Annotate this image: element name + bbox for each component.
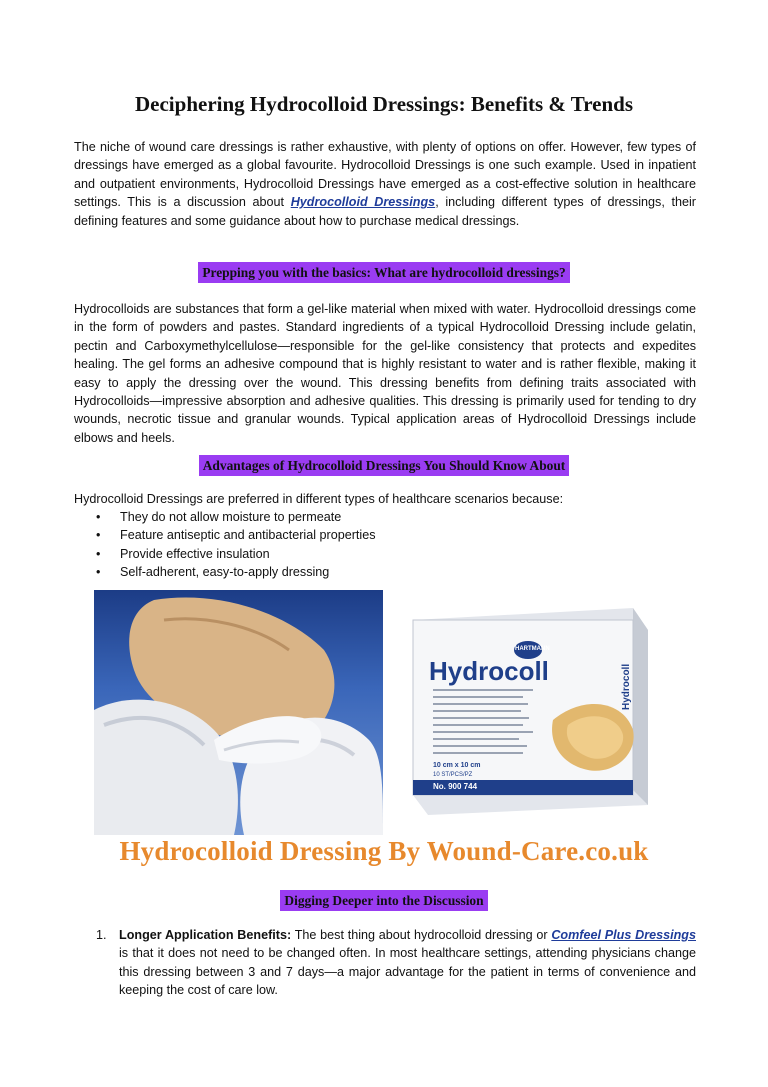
list-item: • Self-adherent, easy-to-apply dressing [74,563,376,581]
list-item: • Feature antiseptic and antibacterial properties [74,526,376,544]
section1-heading-wrap [0,262,768,283]
section1-heading: Prepping you with the basics: What are hydrocolloid dressings? [198,262,569,283]
box-count-label: 10 ST/PCS/PZ [433,772,473,778]
list-item: • They do not allow moisture to permeate [74,508,376,526]
box-product-name: Hydrocoll [429,656,549,686]
hands-illustration [94,590,383,835]
list-item-number: 1. [96,928,107,942]
comfeel-plus-dressings-link[interactable]: Comfeel Plus Dressings [551,928,696,942]
figure-caption: Hydrocolloid Dressing By Wound-Care.co.uk [119,836,649,866]
discussion-list [74,926,696,1000]
section2-intro: Hydrocolloid Dressings are preferred in different types of healthcare scenarios because: [74,492,564,506]
list-item-text-start: The best thing about hydrocolloid dressing or [291,928,552,942]
advantages-list [74,508,376,582]
page-title: Deciphering Hydrocolloid Dressings: Benefits & Trends [135,92,633,116]
list-item: • Provide effective insulation [74,545,376,563]
box-brand-label: HARTMANN [515,646,550,652]
hydrocolloid-dressings-link[interactable]: Hydrocolloid Dressings [290,195,436,210]
list-item [74,926,696,1000]
intro-paragraph [74,138,696,230]
section2-heading: Advantages of Hydrocolloid Dressings You Should Know About [199,455,570,476]
section2-heading-wrap [0,455,768,476]
section3-heading-wrap [0,890,768,911]
hydrocoll-box-illustration [383,590,678,835]
box-size-label: 10 cm x 10 cm [433,762,481,769]
box-item-number: No. 900 744 [433,782,478,791]
section3-heading: Digging Deeper into the Discussion [280,890,487,911]
list-item-lead: Longer Application Benefits: [119,928,292,942]
section1-paragraph: Hydrocolloids are substances that form a gel-like material when mixed with water. Hydrocolloid dressings come in the form of powders and pastes. Standard ingredients of a typical Hydrocolloid Dressing include gelatin, pectin and Carboxymethylcellulose—responsible for the gel-like consistency that protects and expedites healing. The gel forms an adhesive compound that is highly resistant to water and is rather flexible, making it easy to apply the dressing over the wound. This dressing benefits from defining traits associated with Hydrocolloids—impressive absorption and adhesive qualities. This dressing is primarily used for tending to dry wounds, necrotic tissue and granular wounds. Typical application areas of Hydrocolloid Dressings include elbows and heels. [74,302,696,445]
intro-text-end: , including different types of dressings, their defining features and some guidance about how to purchase medical dressings. [74,195,696,228]
hydrocoll-box-photo [383,590,678,835]
gloved-hands-photo [94,590,383,835]
box-side-label: Hydrocoll [621,663,632,710]
list-item-text-end: is that it does not need to be changed often. In most healthcare settings, attending physicians change this dressing between 3 and 7 days—a major advantage for the patient in terms of convenience and keeping the cost of care low. [119,946,696,998]
intro-text-start: The niche of wound care dressings is rather exhaustive, with plenty of options on offer. However, few types of dressings have emerged as a global favourite. Hydrocolloid Dressings is one such example. Used in inpatient and outpatient environments, Hydrocolloid Dressings have emerged as a cost-effective solution in healthcare settings. This is a discussion about [74,140,696,210]
